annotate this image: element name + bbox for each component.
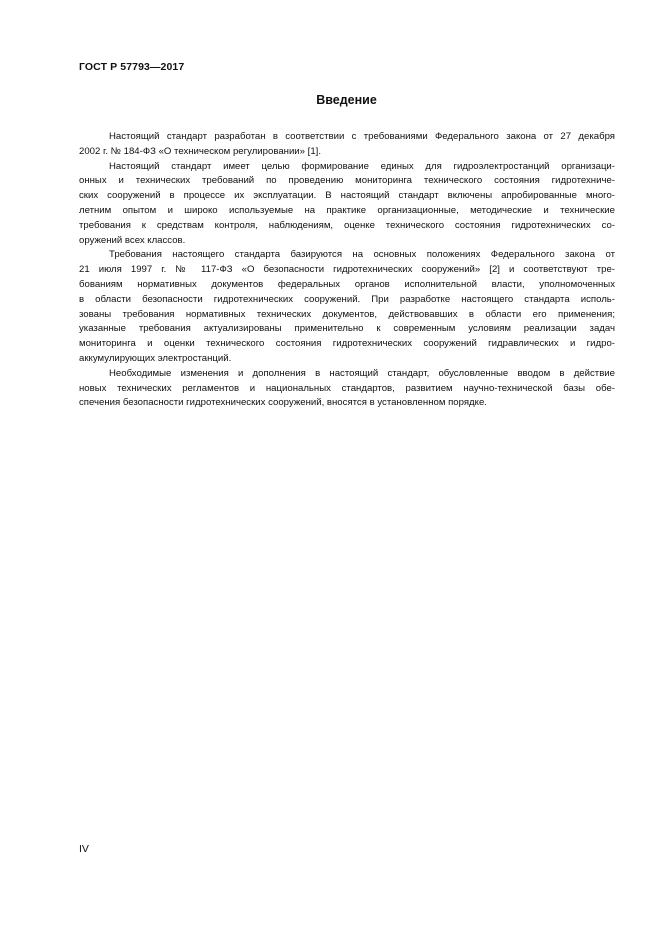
paragraph-line: Настоящий стандарт имеет целью формирование единых для гидроэлектростанций организаци- (109, 160, 615, 172)
body-text (79, 130, 615, 411)
paragraph-line: 21 июля 1997 г. № 117-ФЗ «О безопасности гидротехнических сооружений» [2] и соответствуют тре- (79, 264, 615, 276)
paragraph-line: указанные требования актуализированы применительно к современным условиям реализации задач (79, 323, 615, 335)
paragraph-line: в области безопасности гидротехнических сооружений. При разработке настоящего стандарта исполь- (79, 293, 615, 305)
paragraph-line: требования к средствам контроля, наблюдениям, оценке технического состояния гидротехнических со- (79, 219, 615, 231)
paragraph-line: онных и технических требований по проведению мониторинга технического состояния гидротехниче- (79, 175, 615, 187)
paragraph-line: аккумулирующих электростанций. (79, 352, 232, 364)
paragraph-line: Необходимые изменения и дополнения в настоящий стандарт, обусловленные вводом в действие (109, 367, 615, 379)
document-code: ГОСТ Р 57793—2017 (79, 61, 185, 73)
paragraph-4 (79, 367, 615, 411)
paragraph-line: Требования настоящего стандарта базируются на основных положениях Федерального закона от (109, 249, 615, 261)
paragraph-line: зованы требования нормативных технических документов, действовавших в области его применения; (79, 308, 615, 320)
paragraph-3 (79, 248, 615, 366)
section-title: Введение (316, 93, 377, 107)
paragraph-1 (79, 130, 615, 160)
paragraph-line: оружений всех классов. (79, 234, 186, 246)
paragraph-line: 2002 г. № 184-ФЗ «О техническом регулировании» [1]. (79, 145, 321, 157)
paragraph-line: ских сооружений в процессе их эксплуатации. В настоящий стандарт включены апробированные много- (79, 190, 615, 202)
paragraph-line: спечения безопасности гидротехнических сооружений, вносятся в установленном порядке. (79, 397, 487, 409)
paragraph-line: бованиям нормативных документов федеральных органов исполнительной власти, уполномоченных (79, 278, 615, 290)
page-number: IV (79, 843, 89, 855)
paragraph-2 (79, 160, 615, 249)
paragraph-line: Настоящий стандарт разработан в соответствии с требованиями Федерального закона от 27 декабря (109, 131, 615, 142)
paragraph-line: мониторинга и оценки технического состояния гидротехнических сооружений гидравлических и гидро- (79, 338, 615, 350)
paragraph-line: новых технических регламентов и национальных стандартов, развитием научно-технической базы обе- (79, 382, 615, 394)
paragraph-line: летним опытом и широко используемые на практике организационные, методические и технические (79, 204, 615, 216)
